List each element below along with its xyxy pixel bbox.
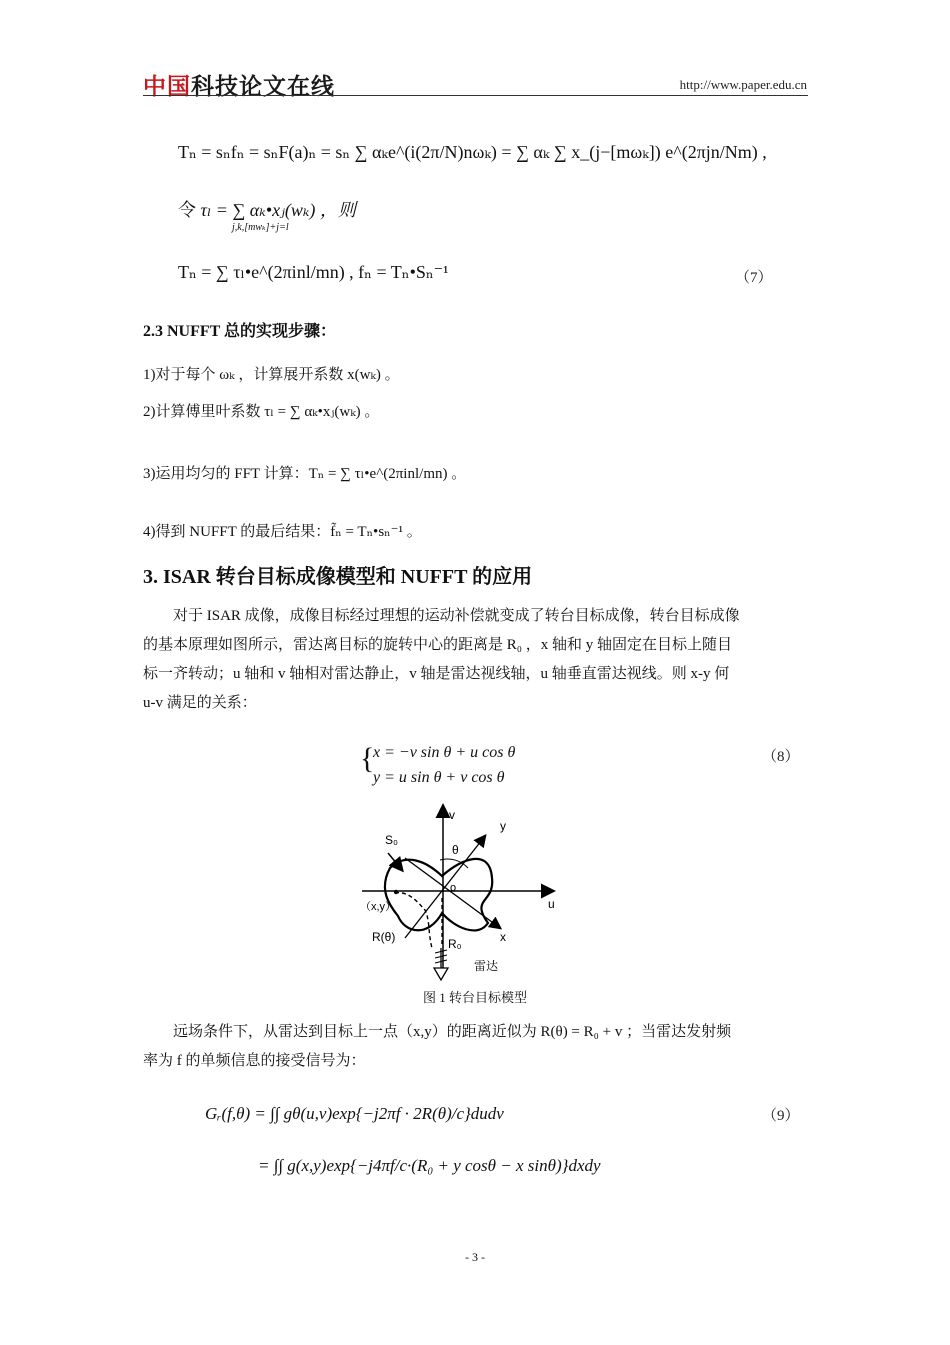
label-theta: θ — [452, 843, 459, 857]
section-2-3-heading: 2.3 NUFFT 总的实现步骤： — [143, 323, 337, 340]
label-v: v — [449, 808, 455, 822]
step-3: 3)运用均匀的 FFT 计算：Tₙ = ∑ τₗ•e^(2πinl/mn) 。 — [143, 466, 467, 482]
header-rule — [143, 95, 808, 96]
paragraph-line: 的基本原理如图所示，雷达离目标的旋转中心的距离是 R₀ ，x 轴和 y 轴固定在目标上随目 — [143, 637, 732, 653]
tau-subscript: j,k,[mwₖ]+j=l — [232, 222, 289, 233]
eq8-line-2: y = u sin θ + v cos θ — [373, 769, 505, 786]
label-u: u — [548, 897, 555, 911]
eq9-line-1: Gᵣ(f,θ) = ∫∫ gθ(u,v)exp{−j2πf · 2R(θ)/c}dudv — [205, 1104, 504, 1123]
point-xy — [394, 890, 398, 894]
paragraph-line: 率为 f 的单频信息的接受信号为： — [143, 1053, 366, 1069]
equation-line-3: Tₙ = ∑ τₗ•e^(2πinl/mn) , fₙ = Tₙ•Sₙ⁻¹ — [178, 262, 449, 282]
logo-black-text: 科技论文在线 — [191, 74, 335, 100]
radar-waves — [435, 950, 447, 963]
eq8-line-1: x = −v sin θ + u cos θ — [373, 744, 516, 761]
far-field-paragraph — [143, 1018, 808, 1076]
paragraph-line: 远场条件下，从雷达到目标上一点（x,y）的距离近似为 R(θ) = R₀ + v ；当雷达发射频 — [173, 1024, 732, 1040]
step-1: 1)对于每个 ωₖ ，计算展开系数 x(wₖ) 。 — [143, 367, 400, 383]
equation-number-8: （8） — [762, 749, 800, 765]
logo-red-text: 中国 — [143, 74, 191, 100]
step-4: 4)得到 NUFFT 的最后结果：f̃ₙ = Tₙ•sₙ⁻¹ 。 — [143, 524, 422, 540]
ling-word: 令 — [178, 200, 196, 220]
label-s0: S₀ — [385, 833, 398, 847]
site-logo — [143, 68, 335, 101]
equation-line-1: Tₙ = sₙfₙ = sₙF(a)ₙ = sₙ ∑ αₖe^(i(2π/N)nωₖ) = ∑ αₖ ∑ x_(j−[mωₖ]) e^(2πjn/Nm) , — [178, 142, 767, 162]
tau-formula: τₗ = ∑ αₖ•xⱼ(wₖ) ，则 — [200, 200, 356, 220]
label-x: x — [500, 930, 506, 944]
label-xy: （x,y） — [360, 901, 397, 913]
label-y: y — [500, 819, 506, 833]
figure-caption: 图 1 转台目标模型 — [422, 990, 527, 1005]
tau-definition — [178, 196, 356, 222]
paragraph-line: u-v 满足的关系： — [143, 695, 257, 711]
paragraph-line: 对于 ISAR 成像，成像目标经过理想的运动补偿就变成了转台目标成像，转台目标成像 — [173, 608, 740, 624]
section-3-paragraph — [143, 602, 808, 718]
label-o: o — [450, 882, 457, 894]
page-number: - 3 - — [465, 1250, 485, 1264]
label-radar: 雷达 — [474, 959, 499, 973]
turntable-target-figure — [350, 798, 570, 988]
label-r0: R₀ — [448, 937, 462, 951]
brace: { — [360, 742, 375, 775]
equation-number-9: （9） — [762, 1108, 800, 1124]
step-2: 2)计算傅里叶系数 τₗ = ∑ αₖ•xⱼ(wₖ) 。 — [143, 404, 380, 420]
section-3-heading: 3. ISAR 转台目标成像模型和 NUFFT 的应用 — [143, 566, 533, 588]
header-url: http://www.paper.edu.cn — [679, 77, 807, 92]
radar-icon — [434, 968, 448, 980]
paragraph-line: 标一齐转动；u 轴和 v 轴相对雷达静止，v 轴是雷达视线轴，u 轴垂直雷达视线。则 x-y 何 — [143, 666, 730, 682]
equation-number-7: （7） — [735, 270, 773, 286]
label-r-theta: R(θ) — [372, 930, 396, 944]
eq9-line-2: = ∫∫ g(x,y)exp{−j4πf/c·(R₀ + y cosθ − x sinθ)}dxdy — [258, 1156, 601, 1175]
